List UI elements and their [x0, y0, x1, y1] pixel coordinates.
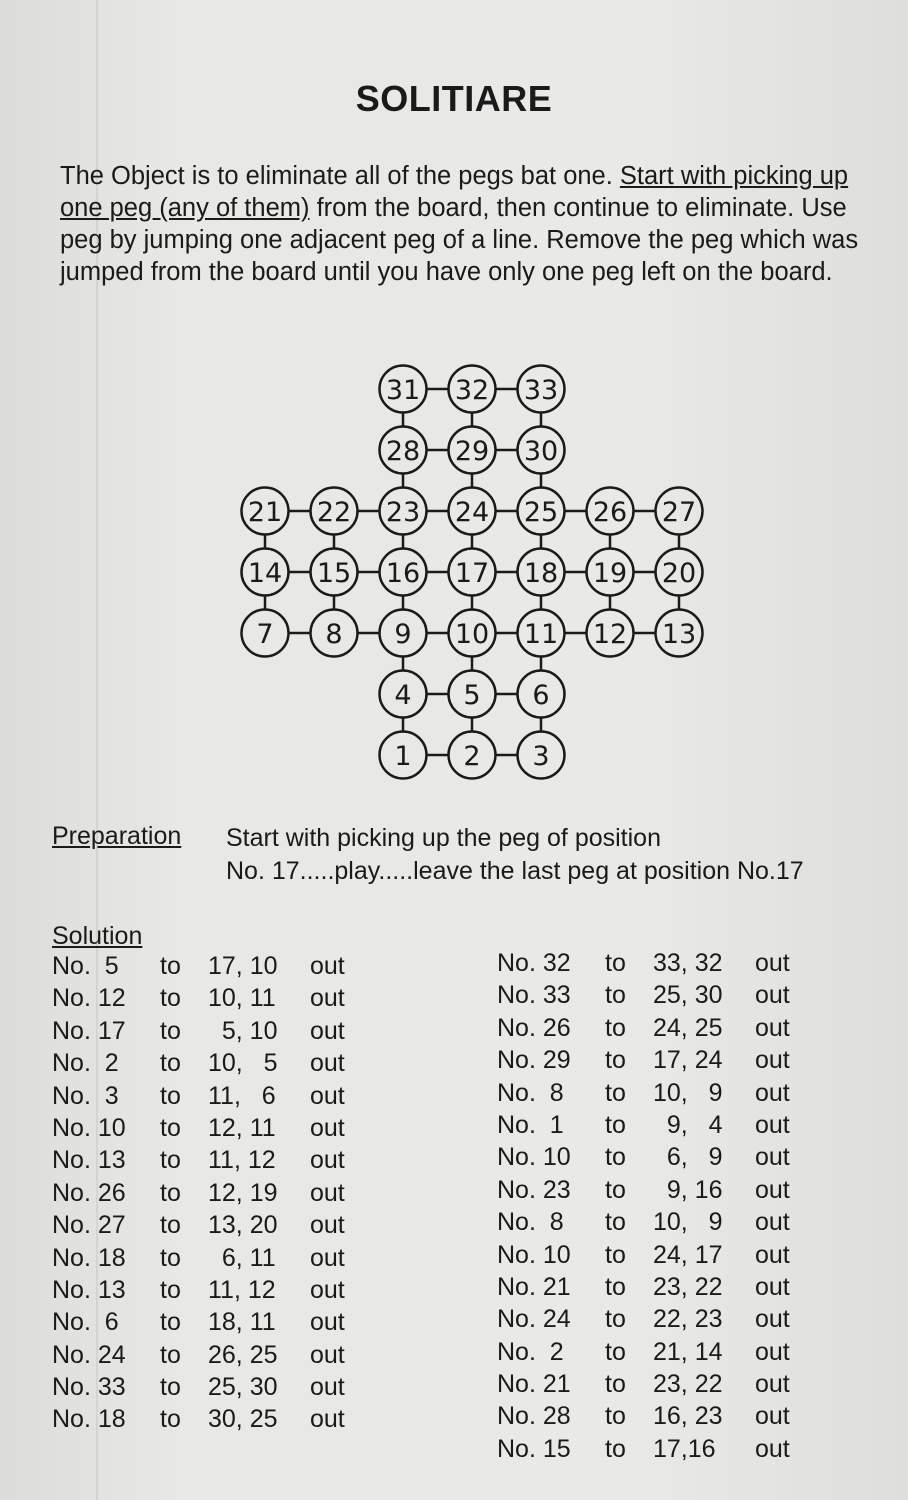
move-positions: 25, 30 [653, 981, 723, 1010]
move-out-word: out [310, 1211, 345, 1240]
peg-board-diagram [0, 355, 908, 795]
peg-number: 14 [247, 558, 283, 589]
move-out-word: out [755, 1175, 790, 1204]
move-positions: 12, 19 [208, 1178, 278, 1207]
peg-hole [380, 488, 427, 535]
move-out-word: out [755, 1370, 790, 1399]
move-to-word: to [605, 1175, 626, 1204]
move-out-word: out [310, 1373, 345, 1402]
move-to-word: to [605, 1370, 626, 1399]
peg-number: 9 [394, 619, 412, 650]
move-to-word: to [160, 984, 181, 1013]
move-out-word: out [755, 1272, 790, 1301]
move-peg-number: No. 5 [52, 952, 119, 980]
peg-number: 24 [454, 497, 490, 528]
move-positions: 11, 12 [208, 1146, 276, 1175]
peg-hole [311, 549, 358, 596]
move-positions: 17, 10 [208, 952, 278, 980]
move-positions: 10, 9 [653, 1208, 723, 1237]
peg-hole [518, 488, 565, 535]
move-out-word: out [310, 1275, 345, 1304]
solution-label: Solution [52, 922, 143, 950]
move-positions: 33, 32 [653, 949, 723, 977]
move-peg-number: No. 24 [497, 1305, 571, 1334]
peg-hole [311, 488, 358, 535]
move-positions: 21, 14 [653, 1337, 723, 1366]
peg-number: 15 [316, 558, 352, 589]
peg-hole [518, 366, 565, 413]
move-positions: 24, 25 [653, 1013, 723, 1042]
peg-hole [518, 732, 565, 779]
move-out-word: out [310, 1178, 345, 1207]
peg-hole [518, 549, 565, 596]
move-positions: 17, 24 [653, 1046, 723, 1075]
peg-number: 21 [247, 497, 283, 528]
peg-hole [311, 610, 358, 657]
move-to-word: to [160, 1340, 181, 1369]
move-to-word: to [605, 1272, 626, 1301]
peg-number: 7 [256, 619, 274, 650]
peg-hole [656, 488, 703, 535]
move-peg-number: No. 28 [497, 1402, 571, 1431]
move-positions: 25, 30 [208, 1373, 278, 1402]
move-positions: 13, 20 [208, 1211, 278, 1240]
move-to-word: to [605, 1078, 626, 1107]
peg-number: 13 [661, 619, 697, 650]
move-positions: 9, 16 [653, 1175, 723, 1204]
peg-hole [518, 427, 565, 474]
peg-hole [587, 549, 634, 596]
move-peg-number: No. 27 [52, 1211, 126, 1240]
move-out-word: out [310, 984, 345, 1013]
move-to-word: to [160, 1243, 181, 1272]
move-to-word: to [605, 949, 626, 977]
peg-number: 3 [532, 741, 550, 772]
move-out-word: out [755, 1305, 790, 1334]
peg-hole [380, 549, 427, 596]
move-peg-number: No. 13 [52, 1275, 126, 1304]
move-peg-number: No. 18 [52, 1405, 126, 1434]
peg-hole [518, 671, 565, 718]
move-positions: 10, 11 [208, 984, 276, 1013]
move-to-word: to [605, 1013, 626, 1042]
peg-number: 2 [463, 741, 481, 772]
move-peg-number: No. 29 [497, 1046, 571, 1075]
peg-number: 28 [385, 436, 421, 467]
move-out-word: out [755, 1046, 790, 1075]
move-to-word: to [605, 1208, 626, 1237]
peg-hole [380, 427, 427, 474]
peg-hole [380, 671, 427, 718]
peg-hole [449, 366, 496, 413]
peg-number: 25 [523, 497, 559, 528]
move-peg-number: No. 21 [497, 1370, 571, 1399]
peg-hole [242, 488, 289, 535]
peg-number: 10 [454, 619, 490, 650]
move-to-word: to [605, 1046, 626, 1075]
move-peg-number: No. 1 [497, 1110, 564, 1139]
move-out-word: out [755, 1402, 790, 1431]
peg-hole [380, 366, 427, 413]
move-peg-number: No. 26 [497, 1013, 571, 1042]
move-to-word: to [160, 1081, 181, 1110]
move-peg-number: No. 3 [52, 1081, 119, 1110]
move-peg-number: No. 10 [497, 1143, 571, 1172]
move-out-word: out [310, 1243, 345, 1272]
move-positions: 26, 25 [208, 1340, 278, 1369]
move-to-word: to [160, 1211, 181, 1240]
peg-hole [380, 732, 427, 779]
move-to-word: to [160, 1275, 181, 1304]
move-to-word: to [160, 1308, 181, 1337]
move-positions: 6, 11 [208, 1243, 276, 1272]
move-out-word: out [755, 1143, 790, 1172]
move-peg-number: No. 18 [52, 1243, 126, 1272]
move-peg-number: No. 12 [52, 984, 126, 1013]
peg-hole [449, 427, 496, 474]
move-out-word: out [310, 1049, 345, 1078]
peg-number: 1 [394, 741, 412, 772]
peg-hole [242, 610, 289, 657]
move-to-word: to [605, 1143, 626, 1172]
preparation-label: Preparation [52, 822, 182, 850]
move-positions: 12, 11 [208, 1113, 276, 1142]
peg-number: 16 [385, 558, 421, 589]
move-to-word: to [160, 1113, 181, 1142]
peg-hole [449, 488, 496, 535]
peg-number: 31 [385, 375, 421, 406]
peg-hole [242, 549, 289, 596]
move-out-word: out [755, 1013, 790, 1042]
move-to-word: to [605, 1434, 626, 1463]
move-out-word: out [755, 1078, 790, 1107]
move-out-word: out [310, 1146, 345, 1175]
move-peg-number: No. 33 [497, 981, 571, 1010]
move-positions: 22, 23 [653, 1305, 723, 1334]
peg-number: 6 [532, 680, 550, 711]
move-peg-number: No. 2 [497, 1337, 564, 1366]
move-to-word: to [605, 1402, 626, 1431]
move-to-word: to [605, 1110, 626, 1139]
move-out-word: out [755, 949, 790, 977]
peg-number: 27 [661, 497, 697, 528]
move-out-word: out [310, 1340, 345, 1369]
move-peg-number: No. 26 [52, 1178, 126, 1207]
move-positions: 23, 22 [653, 1370, 723, 1399]
move-to-word: to [160, 1178, 181, 1207]
move-out-word: out [755, 1208, 790, 1237]
move-positions: 10, 5 [208, 1049, 278, 1078]
move-out-word: out [755, 981, 790, 1010]
move-to-word: to [605, 1240, 626, 1269]
peg-number: 26 [592, 497, 628, 528]
intro-text-1: The Object is to eliminate all of the pegs bat one. [60, 162, 620, 190]
move-out-word: out [755, 1337, 790, 1366]
move-to-word: to [605, 1305, 626, 1334]
move-out-word: out [310, 1405, 345, 1434]
move-out-word: out [310, 1308, 345, 1337]
move-peg-number: No. 2 [52, 1049, 119, 1078]
move-positions: 6, 9 [653, 1143, 723, 1172]
move-out-word: out [755, 1110, 790, 1139]
move-out-word: out [310, 1016, 345, 1045]
peg-number: 20 [661, 558, 697, 589]
move-positions: 11, 6 [208, 1081, 276, 1110]
intro-underlined: Start with picking up one peg (any of them) [60, 162, 849, 222]
preparation-text [226, 822, 804, 888]
peg-hole [656, 610, 703, 657]
peg-hole [449, 671, 496, 718]
peg-number: 22 [316, 497, 352, 528]
peg-number: 19 [592, 558, 628, 589]
move-peg-number: No. 21 [497, 1272, 571, 1301]
peg-number: 17 [454, 558, 490, 589]
peg-hole [656, 549, 703, 596]
move-positions: 23, 22 [653, 1272, 723, 1301]
move-to-word: to [605, 1337, 626, 1366]
move-peg-number: No. 10 [52, 1113, 126, 1142]
peg-number: 32 [454, 375, 490, 406]
move-to-word: to [160, 1146, 181, 1175]
move-to-word: to [160, 1405, 181, 1434]
move-positions: 16, 23 [653, 1402, 723, 1431]
move-peg-number: No. 33 [52, 1373, 126, 1402]
move-out-word: out [310, 1113, 345, 1142]
move-peg-number: No. 32 [497, 949, 571, 977]
move-peg-number: No. 6 [52, 1308, 119, 1337]
move-peg-number: No. 17 [52, 1016, 126, 1045]
peg-number: 11 [523, 619, 559, 650]
move-out-word: out [310, 1081, 345, 1110]
peg-hole [587, 610, 634, 657]
peg-number: 4 [394, 680, 412, 711]
move-peg-number: No. 13 [52, 1146, 126, 1175]
move-positions: 24, 17 [653, 1240, 723, 1269]
move-peg-number: No. 15 [497, 1434, 571, 1463]
peg-hole [380, 610, 427, 657]
move-to-word: to [605, 981, 626, 1010]
move-positions: 11, 12 [208, 1275, 276, 1304]
peg-number: 5 [463, 680, 481, 711]
peg-number: 30 [523, 436, 559, 467]
move-positions: 5, 10 [208, 1016, 278, 1045]
intro-text-2: from the board, then continue to eliminate. Use peg by jumping one adjacent peg of a line. Remove the peg which was jumped from the board until you have only one peg left on the board. [60, 194, 859, 286]
move-positions: 18, 11 [208, 1308, 276, 1337]
peg-number: 29 [454, 436, 490, 467]
move-out-word: out [755, 1434, 790, 1463]
peg-number: 12 [592, 619, 628, 650]
move-out-word: out [755, 1240, 790, 1269]
move-to-word: to [160, 1016, 181, 1045]
move-to-word: to [160, 1373, 181, 1402]
peg-hole [449, 549, 496, 596]
move-peg-number: No. 10 [497, 1240, 571, 1269]
preparation-line-1: Start with picking up the peg of position [226, 824, 661, 852]
move-to-word: to [160, 1049, 181, 1078]
move-positions: 10, 9 [653, 1078, 723, 1107]
move-positions: 17,16 [653, 1434, 716, 1463]
peg-hole [587, 488, 634, 535]
peg-hole [449, 610, 496, 657]
intro-paragraph [60, 160, 890, 288]
page-title: SOLITIARE [355, 78, 553, 119]
move-positions: 30, 25 [208, 1405, 278, 1434]
move-peg-number: No. 23 [497, 1175, 571, 1204]
move-peg-number: No. 24 [52, 1340, 126, 1369]
peg-number: 23 [385, 497, 421, 528]
peg-number: 33 [523, 375, 559, 406]
move-peg-number: No. 8 [497, 1208, 564, 1237]
move-positions: 9, 4 [653, 1110, 723, 1139]
move-peg-number: No. 8 [497, 1078, 564, 1107]
peg-hole [449, 732, 496, 779]
move-out-word: out [310, 952, 345, 980]
move-to-word: to [160, 952, 181, 980]
peg-number: 8 [325, 619, 343, 650]
preparation-line-2: No. 17.....play.....leave the last peg at position No.17 [226, 857, 804, 885]
peg-number: 18 [523, 558, 559, 589]
peg-hole [518, 610, 565, 657]
